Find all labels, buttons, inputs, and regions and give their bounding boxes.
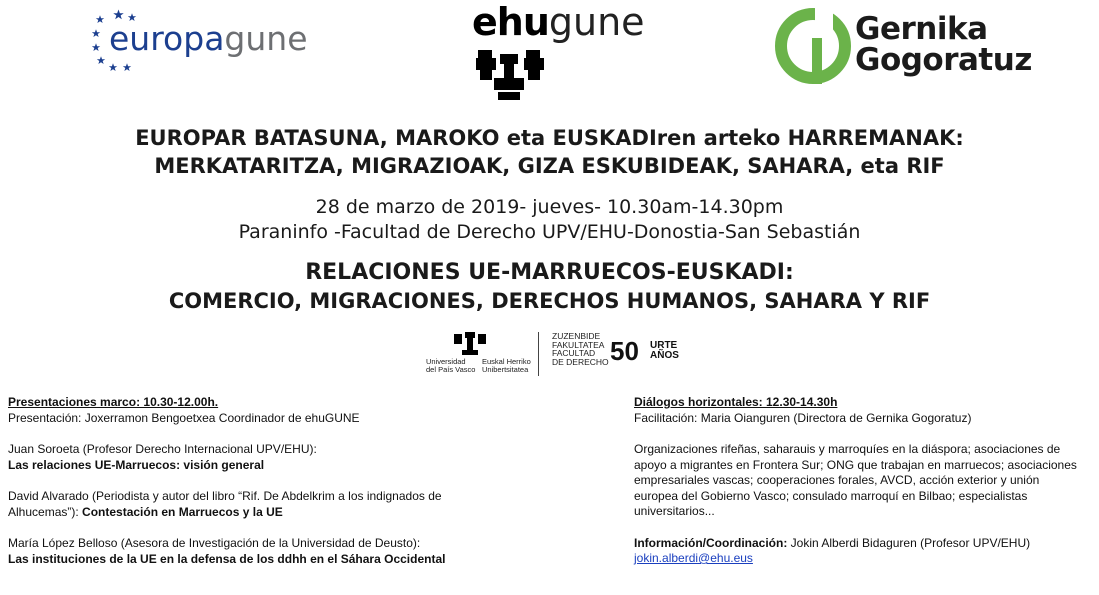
title-basque-line1: EUROPAR BATASUNA, MAROKO eta EUSKADIren arteko HARREMANAK: bbox=[135, 126, 964, 150]
presentations-heading: Presentaciones marco: 10.30-12.00h. bbox=[8, 395, 219, 409]
urte-text: URTE bbox=[650, 340, 678, 351]
europagune-wordmark bbox=[109, 19, 308, 58]
info-line bbox=[634, 536, 1089, 552]
title-basque-line2: MERKATARITZA, MIGRAZIOAK, GIZA ESKUBIDEAK, SAHARA, eta RIF bbox=[154, 154, 945, 178]
upv-ehu-emblem-icon bbox=[474, 48, 564, 103]
gernika-text: Gernika bbox=[855, 11, 988, 47]
talk-2-line2 bbox=[8, 505, 528, 521]
faculty-divider bbox=[538, 332, 539, 376]
ehugune-wordmark bbox=[472, 0, 645, 44]
europa-text: europa bbox=[109, 19, 225, 58]
fac-line4: DE DERECHO bbox=[552, 356, 609, 367]
europagune-logo bbox=[92, 6, 352, 74]
orgs-line-5: universitarios... bbox=[634, 504, 715, 518]
university-name-eu bbox=[482, 358, 531, 374]
faculty-name bbox=[552, 332, 609, 366]
talk-2-speaker: David Alvarado (Periodista y autor del libro “Rif. De Abdelkrim a los indignados de bbox=[8, 489, 442, 503]
info-label: Información/Coordinación: bbox=[634, 535, 788, 550]
email-line bbox=[634, 551, 1089, 567]
orgs-line-2: apoyo a migrantes en Frontera Sur; ONG que trabajan en marruecos; asociaciones bbox=[634, 457, 1077, 472]
fac-line2: FAKULTATEA bbox=[552, 339, 605, 350]
event-date: 28 de marzo de 2019- jueves- 10.30am-14.30pm bbox=[315, 196, 784, 218]
program-right-column bbox=[634, 395, 1089, 567]
presentation-line: Presentación: Joxerramon Bengoetxea Coordinador de ehuGUNE bbox=[8, 410, 360, 425]
orgs-line-3: empresariales vascas; cooperaciones forales, AVCD, acción exterior y unión bbox=[634, 473, 1040, 487]
gune-text: gune bbox=[224, 19, 308, 58]
talk-1-title: Las relaciones UE-Marruecos: visión general bbox=[8, 457, 265, 472]
talk-3-title: Las instituciones de la UE en la defensa de los ddhh en el Sáhara Occidental bbox=[8, 551, 446, 566]
anniversary-number: 50 bbox=[610, 336, 639, 366]
univ-line3: Euskal Herriko bbox=[482, 357, 531, 366]
gogoratuz-text: Gogoratuz bbox=[855, 42, 1032, 78]
dialogues-heading: Diálogos horizontales: 12.30-14.30h bbox=[634, 395, 838, 409]
anos-text: AÑOS bbox=[650, 350, 679, 361]
info-text: Jokin Alberdi Bidaguren (Profesor UPV/EHU) bbox=[787, 535, 1031, 550]
title-spanish-line1: RELACIONES UE-MARRUECOS-EUSKADI: bbox=[305, 260, 794, 285]
orgs-line-4: europea del Gobierno Vasco; consulado marroquí en Bilbao; especialistas bbox=[634, 488, 1028, 503]
gernika-wordmark bbox=[855, 11, 1032, 78]
talk-3-speaker: María López Belloso (Asesora de Investigación de la Universidad de Deusto): bbox=[8, 536, 421, 550]
event-place: Paraninfo -Facultad de Derecho UPV/EHU-Donostia-San Sebastián bbox=[238, 221, 861, 243]
fac-line3: FACULTAD bbox=[552, 348, 596, 358]
title-spanish-line2: COMERCIO, MIGRACIONES, DERECHOS HUMANOS, SAHARA Y RIF bbox=[168, 289, 931, 313]
ehugune-logo bbox=[470, 0, 675, 104]
anniversary-label bbox=[650, 341, 679, 361]
gune-light-text: gune bbox=[548, 0, 645, 44]
fac-line1: ZUZENBIDE bbox=[552, 331, 601, 341]
email-link[interactable]: jokin.alberdi@ehu.eus bbox=[634, 551, 753, 565]
facilitation-line: Facilitación: Maria Oianguren (Directora de Gernika Gogoratuz) bbox=[634, 410, 972, 425]
faculty-emblem-icon bbox=[452, 330, 492, 356]
talk-2-title: Contestación en Marruecos y la UE bbox=[82, 504, 283, 519]
talk-2-speaker-cont: Alhucemas”): bbox=[8, 504, 83, 519]
gernika-symbol-icon bbox=[775, 8, 851, 84]
ehu-text: ehu bbox=[472, 0, 549, 44]
gernika-gogoratuz-logo bbox=[775, 8, 1035, 84]
program-left-column bbox=[8, 395, 528, 567]
orgs-line-1: Organizaciones rifeñas, saharauis y marroquíes en la diáspora; asociaciones de bbox=[634, 442, 1061, 456]
univ-line4: Unibertsitatea bbox=[482, 365, 529, 374]
talk-1-speaker: Juan Soroeta (Profesor Derecho Internacional UPV/EHU): bbox=[8, 442, 317, 456]
faculty-logo bbox=[410, 328, 710, 378]
university-name-es bbox=[426, 358, 475, 374]
univ-line2: del País Vasco bbox=[426, 365, 476, 374]
univ-line1: Universidad bbox=[426, 357, 466, 366]
